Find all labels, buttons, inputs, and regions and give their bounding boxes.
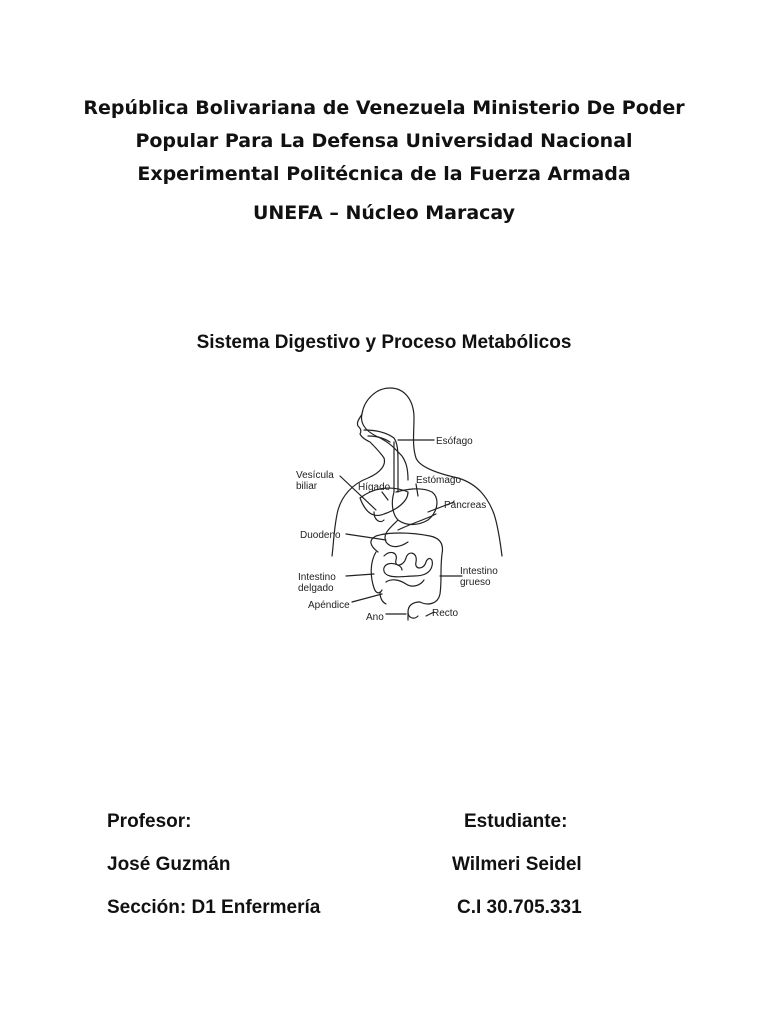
label-recto: Recto [432, 608, 459, 619]
label-apendice: Apéndice [308, 600, 350, 611]
campus-name: UNEFA – Núcleo Maracay [252, 202, 516, 224]
professor-role: Profesor: [107, 811, 192, 832]
small-intestine [384, 553, 433, 577]
digestive-system-figure [290, 380, 520, 630]
student-role: Estudiante: [464, 811, 568, 832]
student-block [452, 800, 582, 929]
digestive-system-illustration [290, 380, 520, 630]
document-title: Sistema Digestivo y Proceso Metabólicos [196, 332, 572, 353]
label-duodeno: Duodeno [300, 530, 341, 541]
institution-header [0, 92, 768, 230]
label-ano: Ano [366, 612, 384, 623]
professor-block [107, 800, 320, 929]
head-outline [362, 388, 502, 556]
header-line-2: Popular Para La Defensa Universidad Nacional [135, 130, 633, 152]
course-section: Sección: D1 Enfermería [107, 897, 321, 918]
label-higado: Hígado [358, 482, 391, 493]
professor-name: José Guzmán [107, 854, 231, 875]
gallbladder [374, 512, 384, 522]
label-intestino-delgado-2: delgado [298, 583, 334, 594]
pancreas [398, 514, 436, 530]
label-esofago: Esófago [436, 436, 473, 447]
label-intestino-grueso-1: Intestino [460, 566, 498, 577]
label-vesicula-1: Vesícula [296, 470, 334, 481]
rectum [408, 602, 420, 618]
header-line-1: República Bolivariana de Venezuela Ministerio De Poder [83, 97, 685, 119]
label-pancreas: Páncreas [444, 500, 487, 511]
stomach [396, 489, 437, 525]
student-id: C.I 30.705.331 [457, 897, 582, 918]
label-intestino-delgado-1: Intestino [298, 572, 336, 583]
label-intestino-grueso-2: grueso [460, 577, 491, 588]
label-estomago: Estómago [416, 475, 462, 486]
student-name: Wilmeri Seidel [452, 854, 582, 875]
header-line-3: Experimental Politécnica de la Fuerza Armada [137, 163, 631, 185]
label-vesicula-2: biliar [296, 481, 318, 492]
